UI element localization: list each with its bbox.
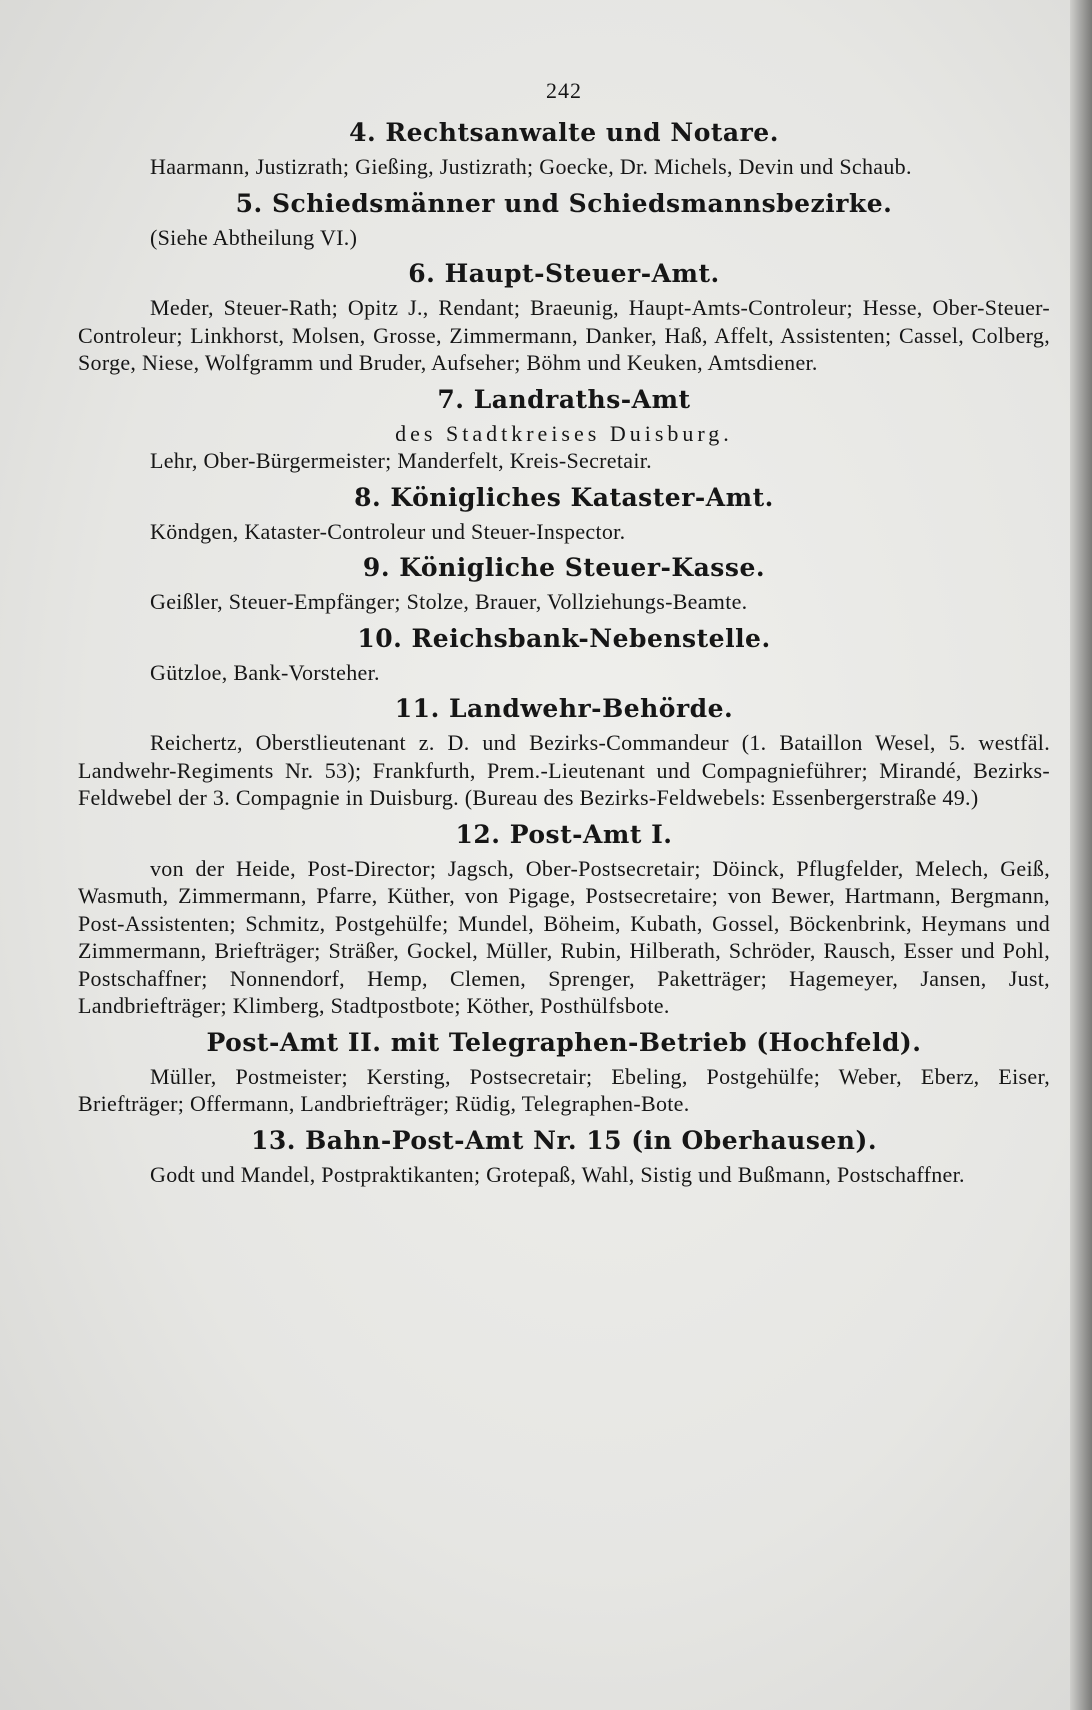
section-subheading: des Stadtkreises Duisburg.	[395, 420, 733, 446]
section-text: Lehr, Ober-Bürgermeister; Manderfelt, Kreis-Secretair.	[150, 448, 652, 473]
section-rechtsanwalte	[78, 118, 1050, 181]
section-text: Gützloe, Bank-Vorsteher.	[150, 659, 380, 685]
section-kataster-amt	[78, 483, 1050, 546]
section-heading: Post-Amt II. mit Telegraphen-Betrieb (Hochfeld).	[206, 1027, 922, 1057]
section-heading: 5. Schiedsmänner und Schiedsmannsbezirke.	[235, 188, 893, 218]
section-haupt-steuer-amt	[78, 259, 1050, 377]
page-edge-shadow	[1070, 0, 1092, 1710]
section-heading: 7. Landraths-Amt	[437, 384, 691, 414]
section-text: Reichertz, Oberstlieutenant z. D. und Bezirks-Commandeur (1. Bataillon Wesel, 5. westfäl. Landwehr-Regiments Nr. 53); Frankfurth, Prem.-Lieutenant und Compagnieführer; Mirandé, Bezirks-Feldwebel der 3. Compagnie in Duisburg. (Bureau des Bezirks-Feldwebels: Essenbergerstraße 49.)	[78, 730, 1050, 810]
section-schiedsmaenner	[78, 189, 1050, 252]
section-heading: 6. Haupt-Steuer-Amt.	[408, 259, 720, 288]
section-heading: 13. Bahn-Post-Amt Nr. 15 (in Oberhausen).	[250, 1125, 878, 1155]
section-landraths-amt	[78, 385, 1050, 475]
section-text: Geißler, Steuer-Empfänger; Stolze, Brauer, Vollziehungs-Beamte.	[150, 589, 748, 614]
section-heading: 12. Post-Amt I.	[455, 819, 673, 849]
section-text: von der Heide, Post-Director; Jagsch, Ober-Postsecretair; Döinck, Pflugfelder, Melech, Geiß, Wasmuth, Zimmermann, Pfarre, Küther, von Pigage, Postsecretaire; von Bewer, Hartmann, Bergmann, Post-Assistenten; Schmitz, Postgehülfe; Mundel, Böheim, Kubath, Gossel, Böckenbrink, Heymans und Zimmermann, Briefträger; Sträßer, Gockel, Müller, Rubin, Hilberath, Schröder, Rausch, Esser und Pohl, Postschaffner; Nonnendorf, Hemp, Clemen, Sprenger, Paketträger; Hagemeyer, Jansen, Just, Landbriefträger; Klimberg, Stadtpostbote; Köther, Posthülfsbote.	[78, 855, 1050, 1018]
section-landwehr-behoerde	[78, 694, 1050, 812]
page-content	[78, 78, 1050, 1194]
section-heading: 4. Rechtsanwalte und Notare.	[349, 118, 779, 147]
section-post-amt-2	[78, 1028, 1050, 1118]
section-text: Godt und Mandel, Postpraktikanten; Grotepaß, Wahl, Sistig und Bußmann, Postschaffner.	[150, 1161, 965, 1187]
section-steuer-kasse	[78, 553, 1050, 616]
section-text: Haarmann, Justizrath; Gießing, Justizrath; Goecke, Dr. Michels, Devin und Schaub.	[150, 154, 912, 179]
section-heading: 8. Königliches Kataster-Amt.	[354, 482, 774, 512]
section-heading: 11. Landwehr-Behörde.	[394, 694, 734, 723]
section-text: Köndgen, Kataster-Controleur und Steuer-Inspector.	[150, 518, 626, 544]
section-heading: 9. Königliche Steuer-Kasse.	[362, 553, 766, 582]
section-heading: 10. Reichsbank-Nebenstelle.	[357, 623, 771, 653]
section-text: (Siehe Abtheilung VI.)	[150, 224, 358, 250]
section-text: Müller, Postmeister; Kersting, Postsecretair; Ebeling, Postgehülfe; Weber, Eberz, Eiser, Briefträger; Offermann, Landbriefträger; Rüdig, Telegraphen-Bote.	[78, 1063, 1050, 1116]
section-bahn-post-amt	[78, 1126, 1050, 1189]
section-reichsbank	[78, 624, 1050, 687]
page-number: 242	[546, 78, 582, 103]
section-text: Meder, Steuer-Rath; Opitz J., Rendant; Braeunig, Haupt-Amts-Controleur; Hesse, Ober-Steuer-Controleur; Linkhorst, Molsen, Grosse, Zimmermann, Danker, Haß, Affelt, Assistenten; Cassel, Colberg, Sorge, Niese, Wolfgramm und Bruder, Aufseher; Böhm und Keuken, Amtsdiener.	[78, 295, 1050, 375]
section-post-amt-1	[78, 820, 1050, 1020]
